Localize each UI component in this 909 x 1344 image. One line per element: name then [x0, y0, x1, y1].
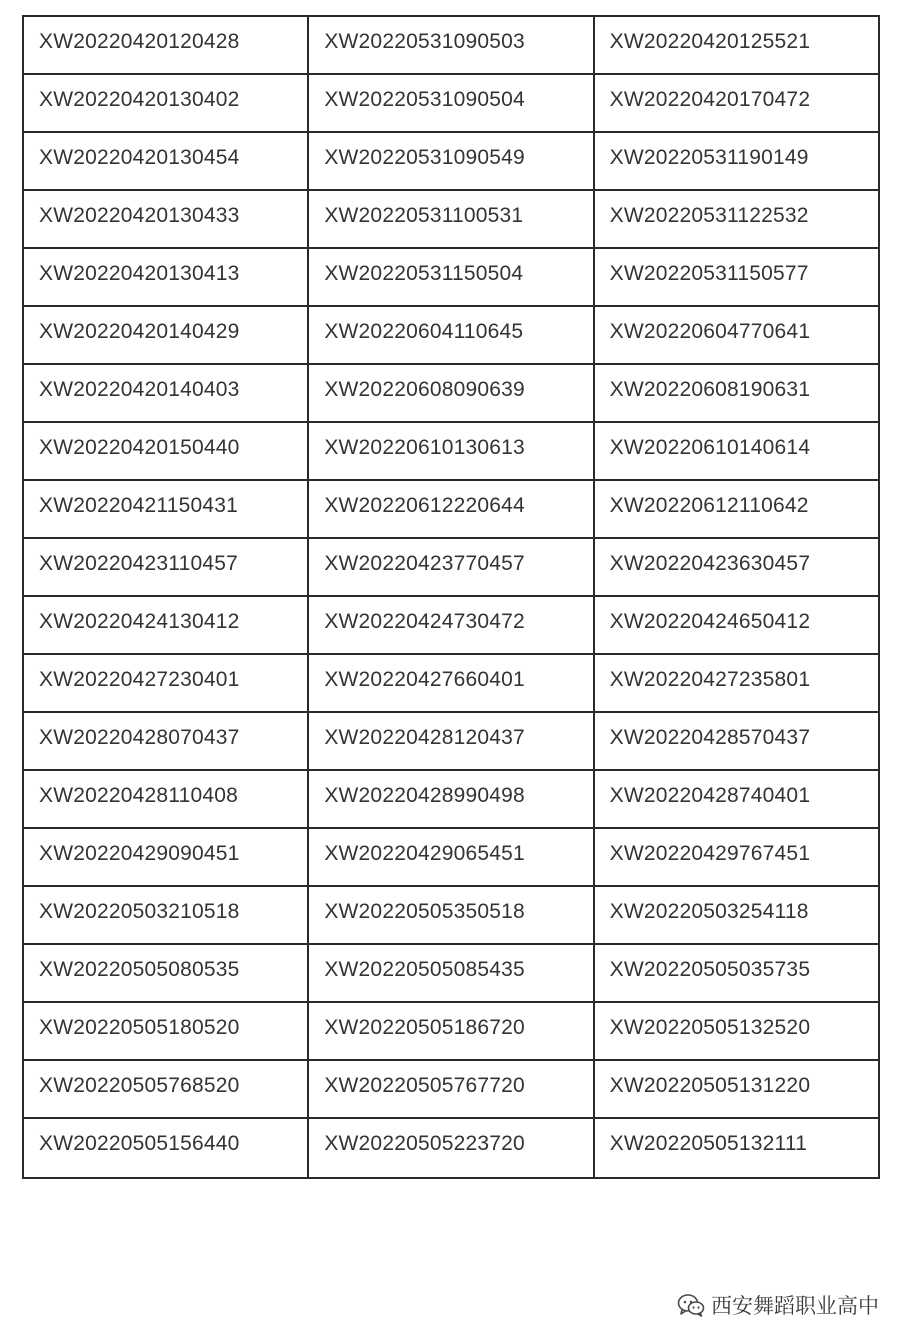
table-row [23, 596, 879, 654]
table-cell: XW20220604110645 [308, 306, 593, 364]
table-cell: XW20220531122532 [594, 190, 879, 248]
table-cell: XW20220610140614 [594, 422, 879, 480]
table-cell: XW20220427235801 [594, 654, 879, 712]
table-cell: XW20220604770641 [594, 306, 879, 364]
table-cell: XW20220505156440 [23, 1118, 308, 1178]
table-cell: XW20220608090639 [308, 364, 593, 422]
table-row [23, 16, 879, 74]
table-row [23, 1060, 879, 1118]
table-cell: XW20220505131220 [594, 1060, 879, 1118]
table-cell: XW20220424730472 [308, 596, 593, 654]
table-cell: XW20220612220644 [308, 480, 593, 538]
table-cell: XW20220420120428 [23, 16, 308, 74]
table-cell: XW20220420170472 [594, 74, 879, 132]
table-cell: XW20220423770457 [308, 538, 593, 596]
table-row [23, 886, 879, 944]
table-row [23, 480, 879, 538]
table-row [23, 306, 879, 364]
table-row [23, 538, 879, 596]
table-row [23, 422, 879, 480]
table-cell: XW20220421150431 [23, 480, 308, 538]
table-cell: XW20220420130454 [23, 132, 308, 190]
table-cell: XW20220531090549 [308, 132, 593, 190]
table-row [23, 1118, 879, 1178]
table-cell: XW20220505767720 [308, 1060, 593, 1118]
code-table [22, 15, 880, 1179]
table-cell: XW20220428120437 [308, 712, 593, 770]
table-cell: XW20220505080535 [23, 944, 308, 1002]
table-cell: XW20220505223720 [308, 1118, 593, 1178]
table-cell: XW20220423110457 [23, 538, 308, 596]
table-cell: XW20220428110408 [23, 770, 308, 828]
table-cell: XW20220531090504 [308, 74, 593, 132]
table-row [23, 190, 879, 248]
table-cell: XW20220420125521 [594, 16, 879, 74]
table-cell: XW20220505350518 [308, 886, 593, 944]
table-cell: XW20220420130413 [23, 248, 308, 306]
table-cell: XW20220505180520 [23, 1002, 308, 1060]
table-cell: XW20220505085435 [308, 944, 593, 1002]
table-cell: XW20220429065451 [308, 828, 593, 886]
table-cell: XW20220420140403 [23, 364, 308, 422]
table-cell: XW20220505132111 [594, 1118, 879, 1178]
table-cell: XW20220429090451 [23, 828, 308, 886]
watermark [677, 1290, 879, 1320]
table-cell: XW20220424130412 [23, 596, 308, 654]
table-row [23, 712, 879, 770]
table-cell: XW20220505035735 [594, 944, 879, 1002]
table-cell: XW20220531190149 [594, 132, 879, 190]
table-row [23, 654, 879, 712]
table-cell: XW20220420150440 [23, 422, 308, 480]
table-row [23, 74, 879, 132]
table-cell: XW20220610130613 [308, 422, 593, 480]
table-row [23, 944, 879, 1002]
table-cell: XW20220503254118 [594, 886, 879, 944]
table-cell: XW20220420130402 [23, 74, 308, 132]
table-cell: XW20220428070437 [23, 712, 308, 770]
table-row [23, 248, 879, 306]
table-cell: XW20220612110642 [594, 480, 879, 538]
table-cell: XW20220420130433 [23, 190, 308, 248]
table-cell: XW20220428740401 [594, 770, 879, 828]
watermark-text: 西安舞蹈职业高中 [711, 1294, 879, 1318]
table-cell: XW20220505132520 [594, 1002, 879, 1060]
table-cell: XW20220427660401 [308, 654, 593, 712]
table-cell: XW20220531150504 [308, 248, 593, 306]
table-cell: XW20220531100531 [308, 190, 593, 248]
table-row [23, 770, 879, 828]
table-row [23, 828, 879, 886]
table-cell: XW20220427230401 [23, 654, 308, 712]
table-cell: XW20220423630457 [594, 538, 879, 596]
table-row [23, 132, 879, 190]
table-cell: XW20220531090503 [308, 16, 593, 74]
table-cell: XW20220531150577 [594, 248, 879, 306]
table-cell: XW20220505768520 [23, 1060, 308, 1118]
table-cell: XW20220429767451 [594, 828, 879, 886]
table-cell: XW20220420140429 [23, 306, 308, 364]
wechat-icon [677, 1293, 705, 1317]
table-cell: XW20220608190631 [594, 364, 879, 422]
code-table-body [23, 16, 879, 1178]
table-row [23, 364, 879, 422]
table-cell: XW20220428990498 [308, 770, 593, 828]
table-cell: XW20220428570437 [594, 712, 879, 770]
table-cell: XW20220505186720 [308, 1002, 593, 1060]
table-row [23, 1002, 879, 1060]
table-cell: XW20220424650412 [594, 596, 879, 654]
table-cell: XW20220503210518 [23, 886, 308, 944]
